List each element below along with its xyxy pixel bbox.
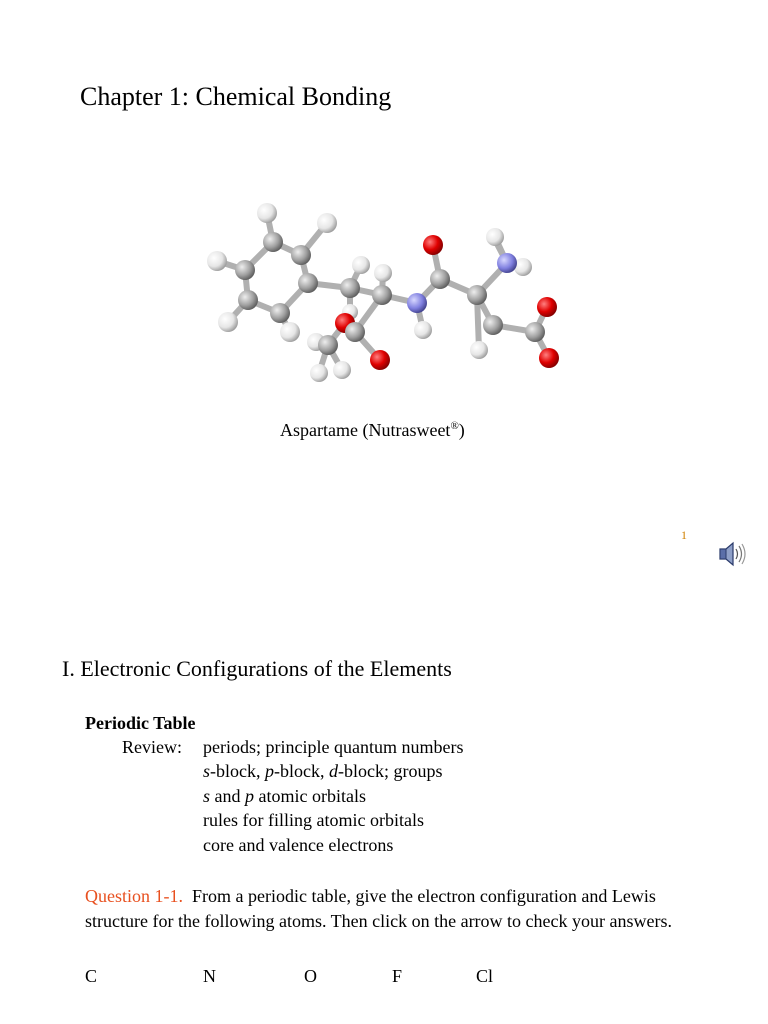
- review-s-italic: s: [203, 786, 211, 806]
- chapter-title: Chapter 1: Chemical Bonding: [80, 82, 392, 111]
- review-text: -block; groups: [337, 761, 443, 781]
- review-item: core and valence electrons: [203, 835, 394, 855]
- review-text: -block,: [274, 761, 329, 781]
- review-item: rules for filling atomic orbitals: [203, 810, 424, 830]
- review-d-italic: d: [328, 761, 338, 781]
- question-label: Question 1-1.: [85, 886, 183, 906]
- review-item: periods; principle quantum numbers: [203, 737, 464, 757]
- atom-label-fluorine: F: [392, 966, 403, 986]
- speaker-icon[interactable]: [716, 538, 748, 570]
- atom-label-oxygen: O: [304, 966, 317, 986]
- atom-label-carbon: C: [85, 966, 98, 986]
- atom-label-nitrogen: N: [203, 966, 216, 986]
- atom-label-chlorine: Cl: [476, 966, 494, 986]
- review-s-italic: s: [203, 761, 211, 781]
- section-heading: I. Electronic Configurations of the Elements: [62, 656, 452, 681]
- review-item: [203, 761, 442, 782]
- caption-close: ): [458, 420, 465, 440]
- review-item: [203, 786, 366, 807]
- review-p-italic: p: [265, 761, 274, 781]
- review-text: -block,: [210, 761, 265, 781]
- question-text: From a periodic table, give the electron configuration and Lewis structure for the following atoms. Then click on the arrow to check your answers.: [85, 886, 672, 931]
- review-label: Review:: [122, 737, 182, 757]
- figure-caption: [280, 420, 465, 441]
- caption-text: Aspartame (Nutrasweet: [280, 420, 451, 440]
- registered-mark: ®: [450, 420, 459, 432]
- review-text: atomic orbitals: [254, 786, 366, 806]
- review-p-italic: p: [245, 786, 255, 806]
- aspartame-molecule-image: [195, 195, 575, 395]
- page-number: 1: [681, 528, 687, 542]
- periodic-table-subheading: Periodic Table: [85, 713, 196, 733]
- molecule-atoms: [207, 203, 559, 382]
- question-block: [85, 884, 705, 933]
- review-text: and: [210, 786, 246, 806]
